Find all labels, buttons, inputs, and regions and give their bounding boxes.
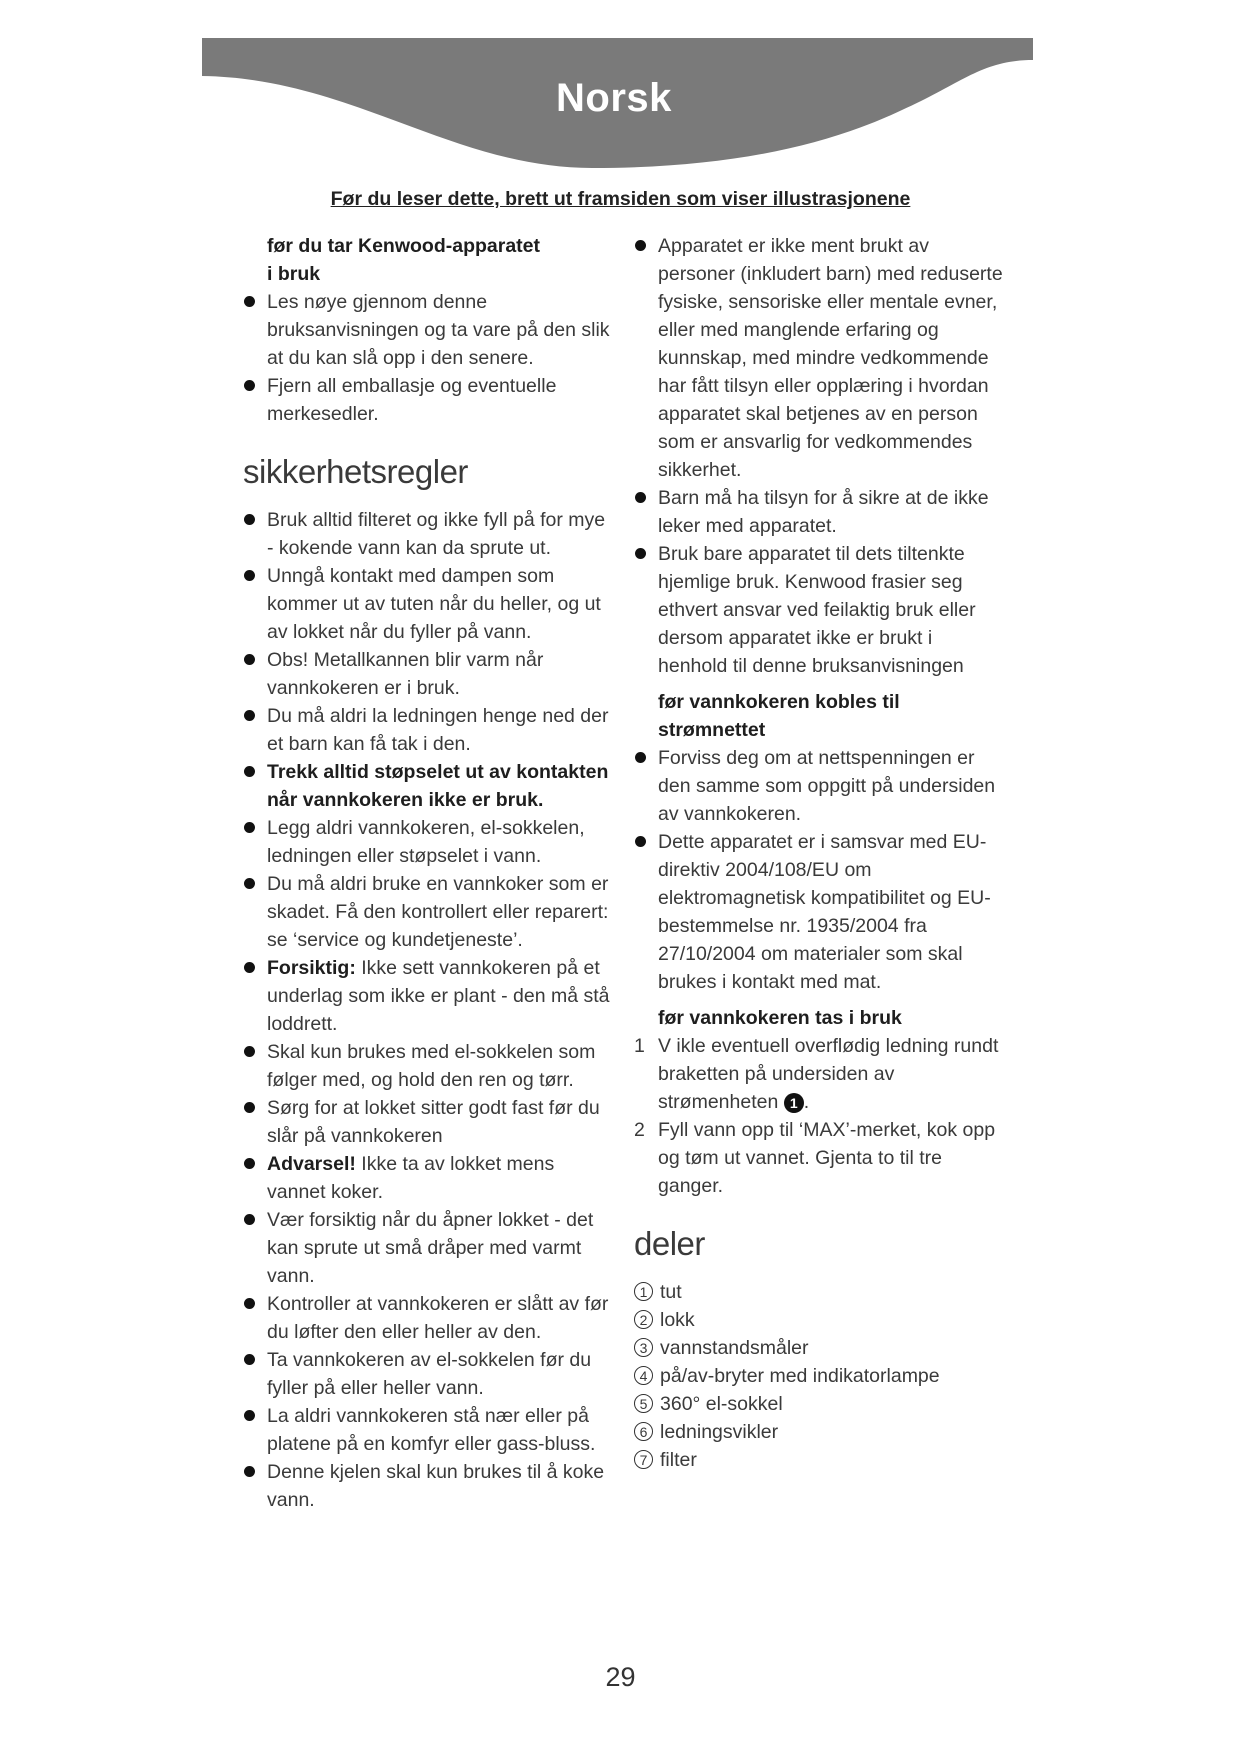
caution-label: Forsiktig: <box>267 957 356 979</box>
list-item: Legg aldri vannkokeren, el-sokkelen, ledningen eller støpselet i vann. <box>243 814 615 870</box>
step-item: 2 Fyll vann opp til ‘MAX’-merket, kok opp og tøm ut vannet. Gjenta to til tre ganger. <box>634 1116 1004 1200</box>
list-item: Apparatet er ikke ment brukt av personer (inkludert barn) med reduserte fysiske, sensoriske eller mentale evner, eller med manglende erfaring og kunnskap, med mindre vedkommende har fått tilsyn eller opplæring i hvordan apparatet skal betjenes av en person som er ansvarlig for vedkommendes sikkerhet. <box>634 232 1004 484</box>
safety-heading: sikkerhetsregler <box>243 453 468 490</box>
list-item: Les nøye gjennom denne bruksanvisningen og ta vare på den slik at du kan slå opp i den senere. <box>243 288 615 372</box>
part-number-badge: 6 <box>634 1422 653 1441</box>
list-item: Barn må ha tilsyn for å sikre at de ikke leker med apparatet. <box>634 484 1004 540</box>
part-number-badge: 7 <box>634 1450 653 1469</box>
list-item: La aldri vannkokeren stå nær eller på platene på en komfyr eller gass-bluss. <box>243 1402 615 1458</box>
list-item: Denne kjelen skal kun brukes til å koke vann. <box>243 1458 615 1514</box>
list-item: Du må aldri bruke en vannkoker som er skadet. Få den kontrollert eller reparert: se ‘service og kundetjeneste’. <box>243 870 615 954</box>
part-item: 2 lokk <box>634 1306 1004 1334</box>
list-item-warning: Advarsel! Ikke ta av lokket mens vannet koker. <box>243 1150 615 1206</box>
list-item: Sørg for at lokket sitter godt fast før du slår på vannkokeren <box>243 1094 615 1150</box>
list-item-warning-unplug: Trekk alltid støpselet ut av kontakten når vannkokeren ikke er bruk. <box>243 758 615 814</box>
part-number-badge: 1 <box>634 1282 653 1301</box>
step-number: 1 <box>634 1035 645 1057</box>
subheading-power: før vannkokeren kobles til strømnettet <box>658 691 900 741</box>
left-column <box>243 232 615 1514</box>
part-number-badge: 2 <box>634 1310 653 1329</box>
safety-list <box>243 506 615 1514</box>
list-item: Obs! Metallkannen blir varm når vannkokeren er i bruk. <box>243 646 615 702</box>
parts-list <box>634 1278 1004 1474</box>
warning-label: Advarsel! <box>267 1153 356 1175</box>
part-item: 4 på/av-bryter med indikatorlampe <box>634 1362 1004 1390</box>
part-item: 5 360° el-sokkel <box>634 1390 1004 1418</box>
parts-heading: deler <box>634 1225 705 1262</box>
first-use-steps <box>634 1032 1004 1200</box>
subheading-before-use: før du tar Kenwood-apparatet i bruk <box>267 235 541 285</box>
intro-instruction: Før du leser dette, brett ut framsiden som viser illustrasjonene <box>330 188 911 210</box>
list-item: Kontroller at vannkokeren er slått av før du løfter den eller heller av den. <box>243 1290 615 1346</box>
list-item-caution: Forsiktig: Ikke sett vannkokeren på et underlag som ikke er plant - den må stå loddrett. <box>243 954 615 1038</box>
language-title: Norsk <box>556 76 672 120</box>
subheading-first-use: før vannkokeren tas i bruk <box>658 1007 902 1029</box>
step-number: 2 <box>634 1119 645 1141</box>
list-item: Dette apparatet er i samsvar med EU-direktiv 2004/108/EU om elektromagnetisk kompatibilitet og EU-bestemmelse nr. 1935/2004 fra 27/10/2004 om materialer som skal brukes i kontakt med mat. <box>634 828 1004 996</box>
figure-ref-badge: 1 <box>784 1093 804 1113</box>
list-item: Forviss deg om at nettspenningen er den samme som oppgitt på undersiden av vannkokeren. <box>634 744 1004 828</box>
page-number: 29 <box>605 1662 636 1692</box>
list-item: Skal kun brukes med el-sokkelen som følger med, og hold den ren og tørr. <box>243 1038 615 1094</box>
part-item: 6 ledningsvikler <box>634 1418 1004 1446</box>
list-item: Fjern all emballasje og eventuelle merkesedler. <box>243 372 615 428</box>
part-number-badge: 5 <box>634 1394 653 1413</box>
list-item: Bruk bare apparatet til dets tiltenkte hjemlige bruk. Kenwood frasier seg ethvert ansvar ved feilaktig bruk eller dersom apparatet ikke er brukt i henhold til denne bruksanvisningen <box>634 540 1004 680</box>
list-item: Ta vannkokeren av el-sokkelen før du fyller på eller heller vann. <box>243 1346 615 1402</box>
list-item: Unngå kontakt med dampen som kommer ut av tuten når du heller, og ut av lokket når du fyller på vann. <box>243 562 615 646</box>
pre-use-list <box>243 288 615 428</box>
list-item: Vær forsiktig når du åpner lokket - det kan sprute ut små dråper med varmt vann. <box>243 1206 615 1290</box>
list-item: Bruk alltid filteret og ikke fyll på for mye - kokende vann kan da sprute ut. <box>243 506 615 562</box>
part-number-badge: 4 <box>634 1366 653 1385</box>
part-item: 1 tut <box>634 1278 1004 1306</box>
step-item: 1 V ikle eventuell overflødig ledning rundt braketten på undersiden av strømenheten 1 . <box>634 1032 1004 1116</box>
power-list <box>634 744 1004 996</box>
part-number-badge: 3 <box>634 1338 653 1357</box>
list-item: Du må aldri la ledningen henge ned der et barn kan få tak i den. <box>243 702 615 758</box>
right-column <box>634 232 1004 1474</box>
part-item: 3 vannstandsmåler <box>634 1334 1004 1362</box>
safety-list-continued <box>634 232 1004 680</box>
part-item: 7 filter <box>634 1446 1004 1474</box>
